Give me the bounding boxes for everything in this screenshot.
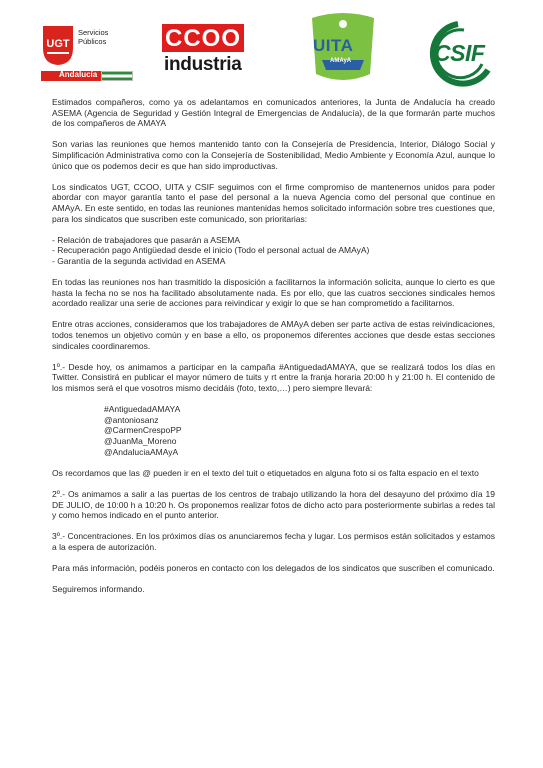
- ugt-emblem-icon: [41, 24, 75, 66]
- ccoo-logo: [162, 24, 246, 82]
- uita-amaya-label: AMAyA: [330, 58, 352, 64]
- paragraph-contact: Para más información, podéis poneros en contacto con los delegados de los sindicatos que suscriben el comunicado.: [52, 563, 495, 574]
- list-item: @JuanMa_Moreno: [104, 436, 177, 446]
- paragraph-actions: Entre otras acciones, consideramos que los trabajadores de AMAyA deben ser parte activa de estas reivindicaciones, todos tenemos un objetivo común y en base a ello, os proponemos diferentes acciones que desde estas secciones sindicales coordinaremos.: [52, 319, 495, 351]
- paragraph-intro: Estimados compañeros, como ya os adelantamos en comunicados anteriores, la Junta de Andalucía ha creado ASEMA (Agencia de Seguridad y Gestión Integral de Emergencias de Andalucía), de la que formarán parte muchos de los compañeros de AMAYA: [52, 97, 495, 129]
- list-item: @antoniosanz: [104, 414, 159, 425]
- paragraph-action-3: 3º.- Concentraciones. En los próximos días os anunciaremos fecha y lugar. Los permisos están solicitados y estamos a la espera de autorización.: [52, 531, 495, 552]
- ugt-logo: [41, 24, 131, 82]
- ccoo-industria-label: industria: [164, 54, 242, 75]
- list-item: #AntiguedadAMAYA: [104, 404, 181, 415]
- hashtag-list: [104, 404, 495, 457]
- csif-logo: [418, 18, 502, 88]
- uita-mark: UITA: [313, 36, 354, 55]
- paragraph-meetings: Son varias las reuniones que hemos mantenido tanto con la Consejería de Presidencia, Interior, Diálogo Social y Simplificación Administrativa como con la Consejería de Sostenibilidad, Medio Ambiente y Economía Azul, aunque lo único que os podemos decir es que han sido improductivas.: [52, 139, 495, 171]
- uita-logo: [300, 10, 386, 90]
- priorities-list: [52, 235, 495, 267]
- closing-line: Seguiremos informando.: [52, 584, 145, 595]
- header-logos: [0, 0, 543, 90]
- paragraph-unions: Los sindicatos UGT, CCOO, UITA y CSIF seguimos con el firme compromiso de mantenernos unidos para poder abordar con mayor garantía tanto el pase del personal a la nueva Agencia como del personal que continue en AMAyA. En este sentido, en todas las reuniones mantenidas hemos solicitado información sobre tres cuestiones que, para los sindicatos que suscriben este comunicado, son prioritarias:: [52, 181, 495, 224]
- paragraph-action-2: 2º.- Os animamos a salir a las puertas de los centros de trabajo utilizando la hora del desayuno del próximo día 19 DE JULIO, de 10:00 h a 10:20 h. Os proponemos realizar fotos de dicho acto para posteriormente subirlas a redes tal y como hemos indicado en el punto anterior.: [52, 488, 495, 521]
- list-item: @CarmenCrespoPP: [104, 425, 182, 436]
- ugt-mark-text: UGT: [46, 38, 70, 50]
- letter-body: [52, 97, 495, 595]
- ugt-services-label: Servicios Públicos: [78, 28, 109, 46]
- csif-mark: CSIF: [434, 40, 485, 66]
- ccoo-mark: CCOO: [165, 25, 241, 52]
- list-item: - Relación de trabajadores que pasarán a ASEMA: [52, 234, 241, 245]
- andalucia-flag-icon: [101, 71, 133, 81]
- paragraph-no-info: En todas las reuniones nos han trasmitido la disposición a facilitarnos la información solicita, aunque lo cierto es que hasta la fecha no se nos ha facilitado absolutamente nada. Es por ello, que las cuatros secciones sindicales hemos acordado realizar una serie de acciones para reivindicar y exigir lo que se han comprometido a facilitarnos.: [52, 277, 495, 309]
- list-item: - Recuperación pago Antigüedad desde el inicio (Todo el personal actual de AMAyA): [52, 245, 370, 256]
- list-item: @AndaluciaAMAyA: [104, 446, 179, 457]
- ugt-region-bar: [41, 71, 133, 81]
- paragraph-mentions-note: Os recordamos que las @ pueden ir en el texto del tuit o etiquetados en alguna foto si os falta espacio en el texto: [52, 467, 479, 478]
- ugt-region-label: Andalucía: [59, 70, 98, 79]
- paragraph-action-1: 1º.- Desde hoy, os animamos a participar en la campaña #AntiguedadAMAYA, que se realizará todos los días en Twitter. Consistirá en publicar el mayor número de tuits y rt entre la franja horaria 20:00 h y 21:00 h. El contenido de los mismos será el que vosotros mismo decidáis (foto, texto,…) pero siempre llevará:: [52, 361, 495, 394]
- list-item: - Garantía de la segunda actividad en ASEMA: [52, 255, 226, 266]
